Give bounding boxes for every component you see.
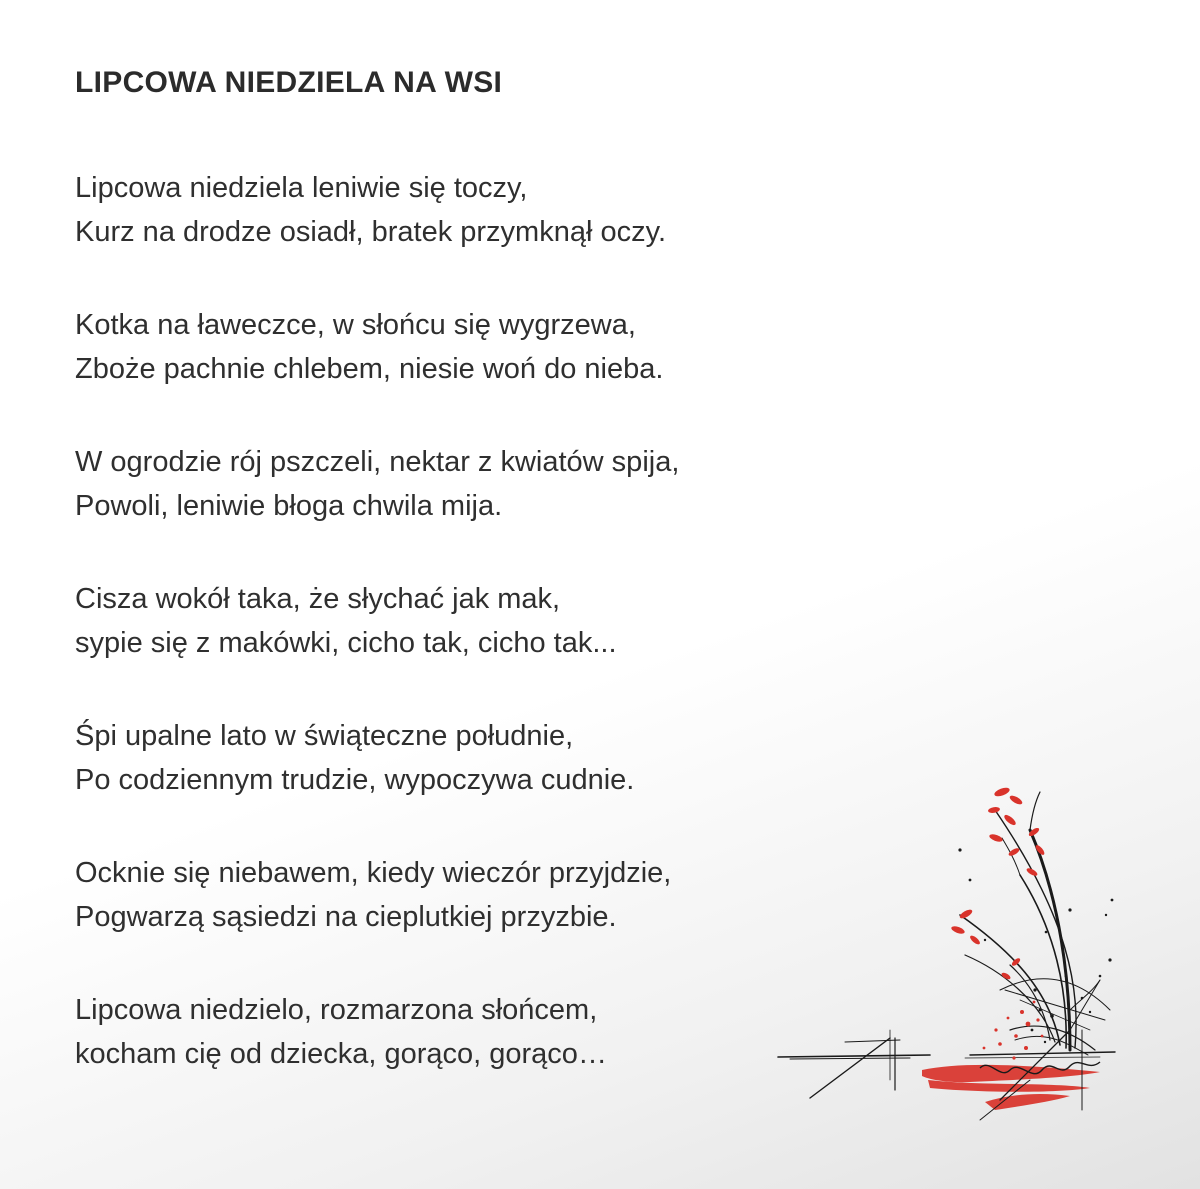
poem-line: Śpi upalne lato w świąteczne południe,: [75, 720, 574, 752]
poem-line: Po codziennym trudzie, wypoczywa cudnie.: [75, 764, 635, 796]
stanza: [75, 851, 875, 939]
stanza: [75, 303, 875, 391]
poem-line: Pogwarzą sąsiedzi na cieplutkiej przyzbie.: [75, 901, 617, 933]
poem-line: Zboże pachnie chlebem, niesie woń do nieba.: [75, 353, 664, 385]
branch-with-red-leaves-icon: [770, 780, 1130, 1150]
poem-line: Cisza wokół taka, że słychać jak mak,: [75, 583, 561, 615]
stanza: [75, 440, 875, 528]
poem-line: Ocknie się niebawem, kiedy wieczór przyjdzie,: [75, 857, 672, 889]
poem-line: Lipcowa niedzielo, rozmarzona słońcem,: [75, 994, 598, 1026]
poem-line: sypie się z makówki, cicho tak, cicho tak...: [75, 627, 617, 659]
poem-line: kocham cię od dziecka, gorąco, gorąco…: [75, 1038, 607, 1070]
poem-line: Powoli, leniwie błoga chwila mija.: [75, 490, 503, 522]
poem-line: Kotka na ławeczce, w słońcu się wygrzewa,: [75, 309, 636, 341]
poem-title: LIPCOWA NIEDZIELA NA WSI: [75, 66, 503, 99]
stanza: [75, 988, 875, 1076]
stanza: [75, 577, 875, 665]
stanza: [75, 714, 875, 802]
stanza: [75, 166, 875, 254]
poem-line: W ogrodzie rój pszczeli, nektar z kwiatów spija,: [75, 446, 680, 478]
poem-line: Lipcowa niedziela leniwie się toczy,: [75, 172, 528, 204]
poem-line: Kurz na drodze osiadł, bratek przymknął oczy.: [75, 216, 667, 248]
poem-body: [75, 166, 875, 1125]
